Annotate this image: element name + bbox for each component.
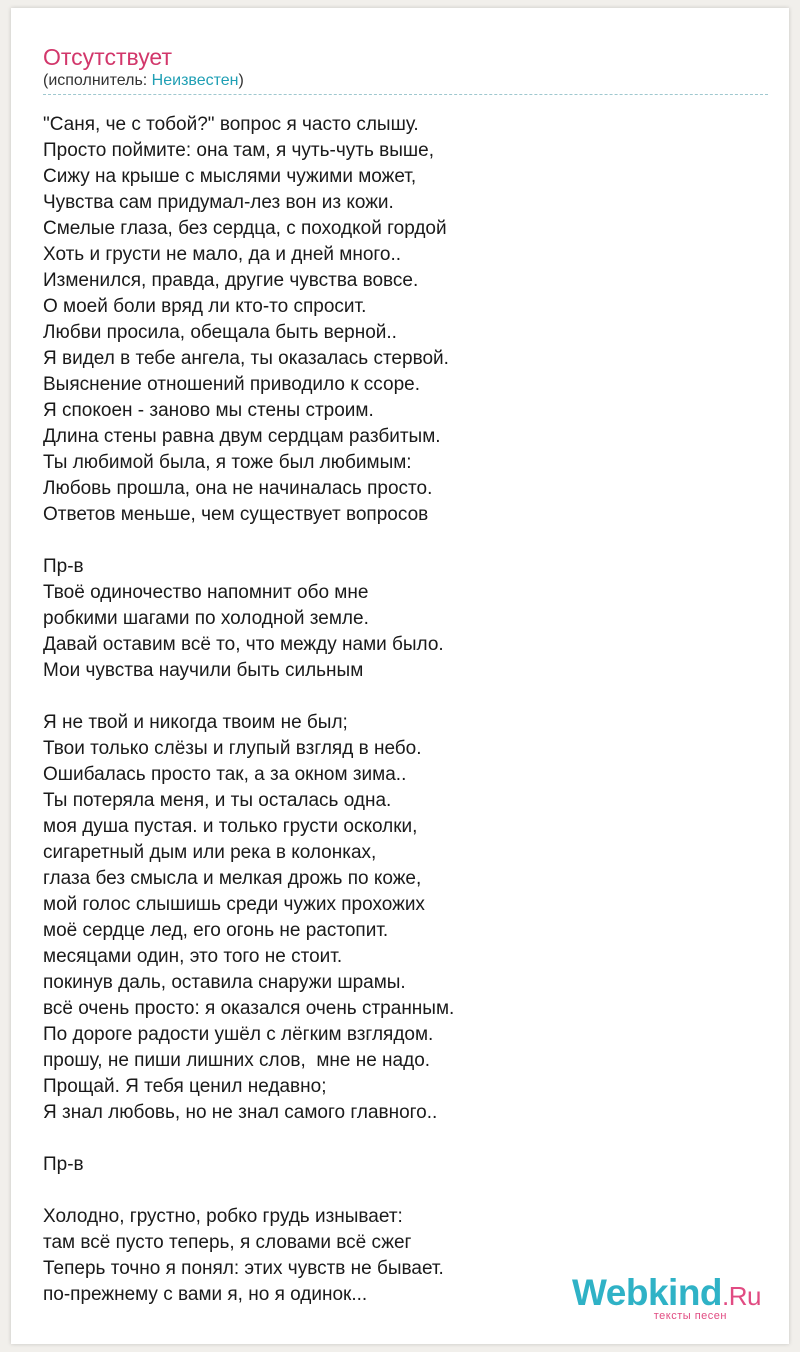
lyric-line: сигаретный дым или река в колонках, <box>43 842 377 863</box>
lyric-line: по-прежнему с вами я, но я одинок... <box>43 1284 368 1305</box>
lyric-line: Теперь точно я понял: этих чувств не бывает. <box>43 1258 444 1279</box>
lyric-line: Я спокоен - заново мы стены строим. <box>43 400 374 421</box>
lyric-line: Просто поймите: она там, я чуть-чуть выше, <box>43 140 434 161</box>
artist-prefix: (исполнитель: <box>43 72 152 89</box>
lyrics-page <box>11 8 789 1344</box>
artist-line <box>43 71 244 91</box>
lyric-line: там всё пусто теперь, я словами всё сжег <box>43 1232 412 1253</box>
lyric-line <box>43 528 763 554</box>
artist-suffix: ) <box>238 72 244 89</box>
lyric-line: Ответов меньше, чем существует вопросов <box>43 504 429 525</box>
logo-main: Webkind <box>572 1272 723 1313</box>
lyric-line: Сижу на крыше с мыслями чужими может, <box>43 166 417 187</box>
lyric-line: Чувства сам придумал-лез вон из кожи. <box>43 192 394 213</box>
lyric-line: всё очень просто: я оказался очень странным. <box>43 998 455 1019</box>
lyric-line: моя душа пустая. и только грусти осколки, <box>43 816 418 837</box>
lyric-line: "Саня, че с тобой?" вопрос я часто слышу. <box>43 114 419 135</box>
lyric-line <box>43 1126 763 1152</box>
lyric-line: Холодно, грустно, робко грудь изнывает: <box>43 1206 403 1227</box>
logo-tld: .Ru <box>722 1281 761 1311</box>
lyric-line: Я знал любовь, но не знал самого главного.. <box>43 1102 438 1123</box>
title-divider <box>43 94 768 95</box>
lyric-line: Твоё одиночество напомнит обо мне <box>43 582 369 603</box>
lyric-line: Мои чувства научили быть сильным <box>43 660 364 681</box>
lyric-line: Ты любимой была, я тоже был любимым: <box>43 452 412 473</box>
song-title: Отсутствует <box>43 44 172 70</box>
lyric-line: мой голос слышишь среди чужих прохожих <box>43 894 425 915</box>
lyric-line: Хоть и грусти не мало, да и дней много.. <box>43 244 402 265</box>
lyric-line: Пр-в <box>43 1154 84 1175</box>
lyric-line: робкими шагами по холодной земле. <box>43 608 369 629</box>
lyric-line: Ты потеряла меня, и ты осталась одна. <box>43 790 392 811</box>
lyric-line: Твои только слёзы и глупый взгляд в небо. <box>43 738 422 759</box>
lyric-line: Любви просила, обещала быть верной.. <box>43 322 397 343</box>
lyric-line: Длина стены равна двум сердцам разбитым. <box>43 426 441 447</box>
lyric-line: Прощай. Я тебя ценил недавно; <box>43 1076 327 1097</box>
lyric-line: По дороге радости ушёл с лёгким взглядом. <box>43 1024 434 1045</box>
artist-link[interactable]: Неизвестен <box>151 72 239 89</box>
logo-tagline: тексты песен <box>653 1310 727 1322</box>
lyric-line: Я видел в тебе ангела, ты оказалась стервой. <box>43 348 449 369</box>
lyric-line: Смелые глаза, без сердца, с походкой гордой <box>43 218 447 239</box>
lyric-line: Любовь прошла, она не начиналась просто. <box>43 478 433 499</box>
site-logo[interactable] <box>572 1272 761 1322</box>
lyrics-text <box>43 112 763 1308</box>
lyric-line: Ошибалась просто так, а за окном зима.. <box>43 764 407 785</box>
lyric-line: покинув даль, оставила снаружи шрамы. <box>43 972 406 993</box>
lyric-line: Выяснение отношений приводило к ссоре. <box>43 374 420 395</box>
lyric-line <box>43 1178 763 1204</box>
lyric-line: моё сердце лед, его огонь не растопит. <box>43 920 389 941</box>
lyric-line <box>43 684 763 710</box>
lyric-line: глаза без смысла и мелкая дрожь по коже, <box>43 868 422 889</box>
lyric-line: Изменился, правда, другие чувства вовсе. <box>43 270 419 291</box>
lyric-line: Давай оставим всё то, что между нами было. <box>43 634 444 655</box>
lyric-line: прошу, не пиши лишних слов, мне не надо. <box>43 1050 431 1071</box>
lyric-line: Я не твой и никогда твоим не был; <box>43 712 348 733</box>
lyric-line: месяцами один, это того не стоит. <box>43 946 343 967</box>
lyric-line: Пр-в <box>43 556 84 577</box>
logo-wordmark <box>572 1272 761 1314</box>
lyric-line: О моей боли вряд ли кто-то спросит. <box>43 296 367 317</box>
